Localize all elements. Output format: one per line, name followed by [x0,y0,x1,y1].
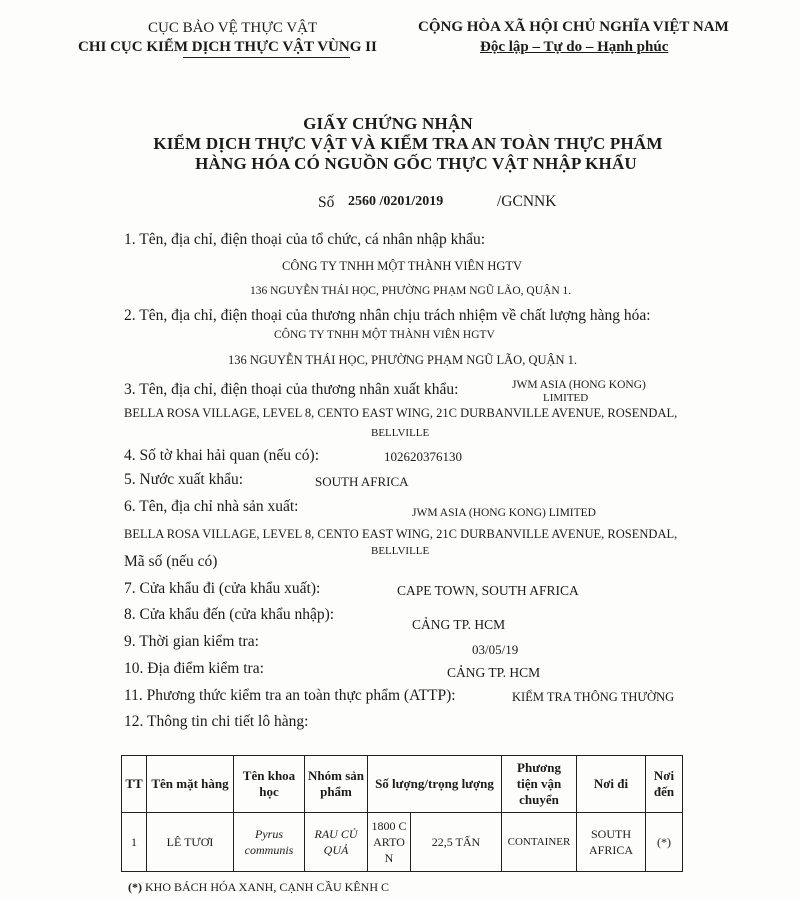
col-header-destination: Nơi đến [646,756,683,813]
header-left-rule [183,57,350,58]
item3-label: 3. Tên, địa chỉ, điện thoại của thương nhân xuất khẩu: [124,381,459,398]
item3-exporter-name: JWM ASIA (HONG KONG) [512,379,646,391]
cell-group: RAU CỦ QUẢ [305,813,368,872]
col-header-tt: TT [122,756,147,813]
country-name: CỘNG HÒA XÃ HỘI CHỦ NGHĨA VIỆT NAM [418,19,729,35]
item3-address: BELLA ROSA VILLAGE, LEVEL 8, CENTO EAST WING, 21C DURBANVILLE AVENUE, ROSENDAL, [124,406,678,420]
item6-code-label: Mã số (nếu có) [124,553,218,570]
item5-label: 5. Nước xuất khẩu: [124,471,244,488]
item10-label: 10. Địa điểm kiểm tra: [124,660,264,677]
col-header-group: Nhóm sản phẩm [305,756,368,813]
item1-address: 136 NGUYỄN THÁI HỌC, PHƯỜNG PHẠM NGŨ LÃO, QUẬN 1. [250,285,572,297]
item6-label: 6. Tên, địa chỉ nhà sản xuất: [124,498,299,515]
goods-table-header [122,756,683,813]
footnote-text: KHO BÁCH HÓA XANH, CẠNH CẦU KÊNH C [145,880,390,894]
col-header-origin: Nơi đi [577,756,646,813]
item2-name: CÔNG TY TNHH MỘT THÀNH VIÊN HGTV [274,329,495,341]
item2-address: 136 NGUYỄN THÁI HỌC, PHƯỜNG PHẠM NGŨ LÃO, QUẬN 1. [228,353,578,367]
item10-inspection-place: CẢNG TP. HCM [447,665,541,680]
item12-label: 12. Thông tin chi tiết lô hàng: [124,713,309,730]
cell-name: LÊ TƯƠI [147,813,234,872]
item3-address-cont: BELLVILLE [371,427,430,439]
cert-number-suffix: /GCNNK [497,193,557,210]
item1-label: 1. Tên, địa chỉ, điện thoại của tổ chức, cá nhân nhập khẩu: [124,231,486,248]
doc-title-line1: GIẤY CHỨNG NHẬN [303,114,473,133]
item9-label: 9. Thời gian kiểm tra: [124,633,259,650]
item4-label: 4. Số tờ khai hải quan (nếu có): [124,447,320,464]
doc-title-line2: KIỂM DỊCH THỰC VẬT VÀ KIỂM TRA AN TOÀN THỰC PHẨM [153,134,663,153]
cell-weight: 22,5 TẤN [411,813,502,872]
item8-arrival-port: CẢNG TP. HCM [412,617,506,632]
col-header-scientific-name: Tên khoa học [234,756,305,813]
item7-label: 7. Cửa khẩu đi (cửa khẩu xuất): [124,580,321,597]
item7-departure-port: CAPE TOWN, SOUTH AFRICA [397,583,579,598]
item8-label: 8. Cửa khẩu đến (cửa khẩu nhập): [124,606,335,623]
subagency-text: CHI CỤC KIỂM DỊCH THỰC VẬT VÙNG II [78,39,377,55]
cell-tt: 1 [122,813,147,872]
cell-scientific-name: Pyrus communis [234,813,305,872]
col-header-transport: Phương tiện vận chuyển [502,756,577,813]
doc-title-line3: HÀNG HÓA CÓ NGUỒN GỐC THỰC VẬT NHẬP KHẨU [195,154,637,173]
footnote-mark: (*) [128,880,142,894]
item5-export-country: SOUTH AFRICA [315,474,409,489]
cert-number-label: Số [318,194,335,211]
agency-name: CỤC BẢO VỆ THỰC VẬT [148,20,318,36]
item11-method: KIỂM TRA THÔNG THƯỜNG [512,690,675,704]
cell-quantity: 1800 CARTON [368,813,411,872]
cell-destination: (*) [646,813,683,872]
footnote [128,880,389,895]
item9-inspection-date: 03/05/19 [472,642,519,657]
col-header-quantity: Số lượng/trọng lượng [368,756,502,813]
goods-table [121,755,683,872]
cell-transport: CONTAINER [502,813,577,872]
item3-exporter-name-cont: LIMITED [543,392,589,404]
motto: Độc lập – Tự do – Hạnh phúc [480,39,669,55]
col-header-name: Tên mặt hàng [147,756,234,813]
item2-label: 2. Tên, địa chỉ, điện thoại của thương nhân chịu trách nhiệm về chất lượng hàng hóa: [124,307,651,324]
cert-number: 2560 /0201/2019 [348,194,444,209]
item1-name: CÔNG TY TNHH MỘT THÀNH VIÊN HGTV [282,259,523,273]
subagency-name [78,39,377,56]
cell-origin: SOUTH AFRICA [577,813,646,872]
item6-address-cont: BELLVILLE [371,545,430,557]
item6-manufacturer-name: JWM ASIA (HONG KONG) LIMITED [412,507,596,519]
item6-address: BELLA ROSA VILLAGE, LEVEL 8, CENTO EAST WING, 21C DURBANVILLE AVENUE, ROSENDAL, [124,527,678,541]
item11-label: 11. Phương thức kiểm tra an toàn thực phẩm (ATTP): [124,687,456,704]
item4-customs-number: 102620376130 [384,449,462,464]
table-row [122,813,683,872]
